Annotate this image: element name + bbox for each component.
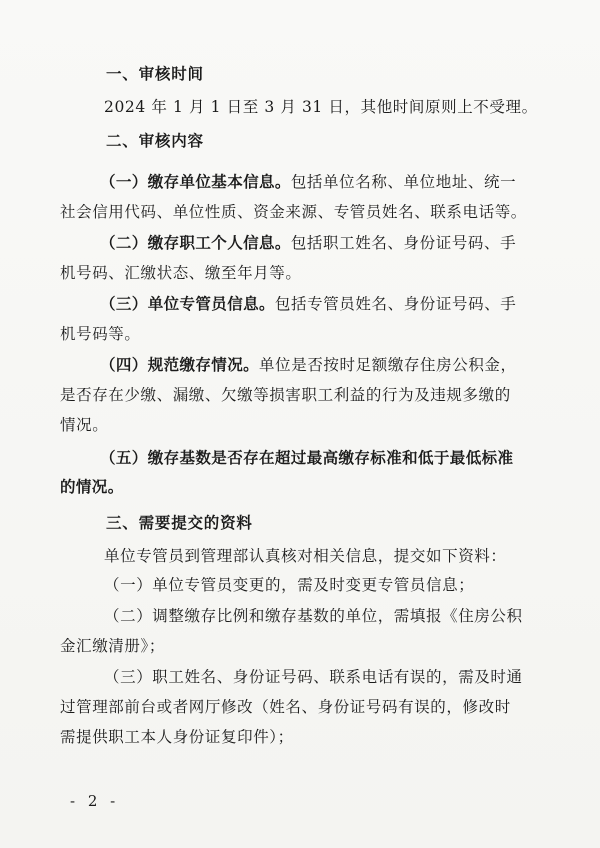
item2-title: （二）缴存职工个人信息。 — [100, 234, 291, 252]
item3-text: 包括专管员姓名、身份证号码、手 — [274, 295, 517, 313]
item3-title: （三）单位专管员信息。 — [100, 295, 275, 313]
item2-line2: 机号码、汇缴状态、缴至年月等。 — [60, 264, 302, 282]
section1-heading: 一、审核时间 — [106, 65, 204, 83]
item3-line1 — [0, 294, 600, 314]
item1-text: 包括单位名称、单位地址、统一 — [290, 173, 517, 191]
section3-intro: 单位专管员到管理部认真核对相关信息，提交如下资料： — [104, 547, 507, 565]
page-number: - 2 - — [70, 792, 120, 810]
section3-item2-line1: （二）调整缴存比例和缴存基数的单位，需填报《住房公积 — [104, 607, 523, 625]
item5-line2: 的情况。 — [60, 478, 124, 496]
section1-text: 2024 年 1 月 1 日至 3 月 31 日，其他时间原则上不受理。 — [104, 98, 538, 116]
item5-line1: （五）缴存基数是否存在超过最高缴存标准和低于最低标准 — [100, 449, 514, 467]
item1-line1 — [0, 172, 600, 192]
section3-heading: 三、需要提交的资料 — [106, 514, 253, 532]
item4-line2: 是否存在少缴、漏缴、欠缴等损害职工利益的行为及违规多缴的 — [60, 386, 511, 404]
item3-line2: 机号码等。 — [60, 325, 141, 343]
item2-line1 — [0, 233, 600, 253]
item4-title: （四）规范缴存情况。 — [100, 356, 260, 374]
section3-item1: （一）单位专管员变更的，需及时变更专管员信息； — [104, 576, 475, 594]
section3-item3-line3: 需提供职工本人身份证复印件）； — [60, 728, 294, 746]
item1-line2: 社会信用代码、单位性质、资金来源、专管员姓名、联系电话等。 — [60, 203, 527, 221]
item4-text: 单位是否按时足额缴存住房公积金， — [259, 356, 517, 374]
section3-item3-line1: （三）职工姓名、身份证号码、联系电话有误的，需及时通 — [104, 668, 523, 686]
item4-line1 — [0, 355, 600, 375]
item1-title: （一）缴存单位基本信息。 — [100, 173, 291, 191]
section2-heading: 二、审核内容 — [106, 132, 204, 150]
section3-item2-line2: 金汇缴清册》； — [60, 637, 165, 655]
item4-line3: 情况。 — [60, 416, 109, 434]
section3-item3-line2: 过管理部前台或者网厅修改（姓名、身份证号码有误的，修改时 — [60, 698, 511, 716]
item2-text: 包括职工姓名、身份证号码、手 — [290, 234, 517, 252]
